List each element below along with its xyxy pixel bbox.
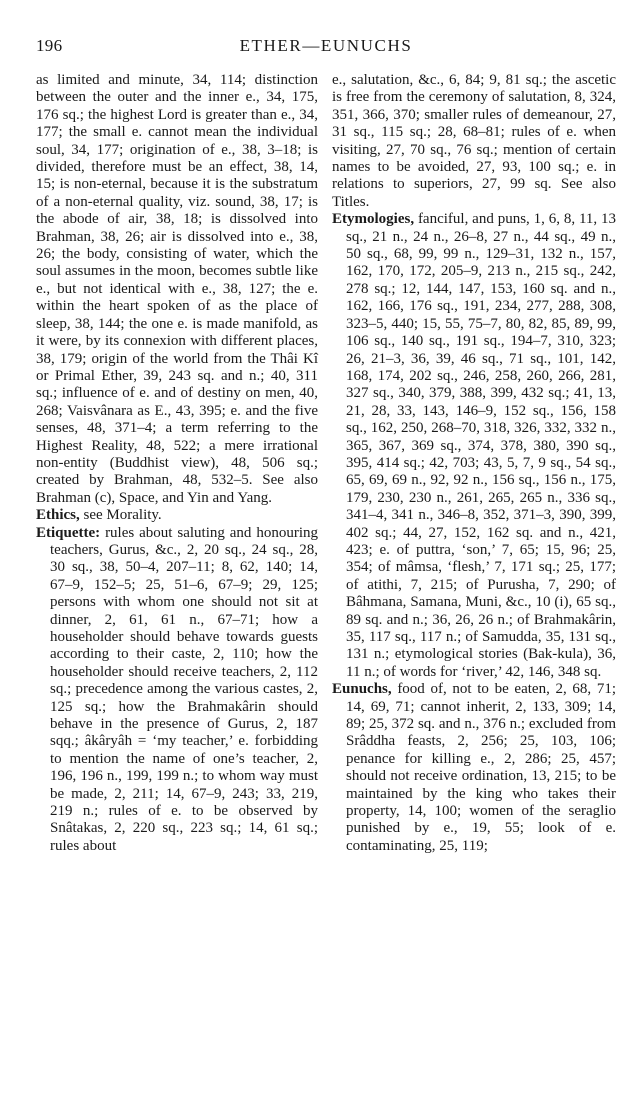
left-column bbox=[36, 72, 318, 855]
etiquette-entry-continuation: e., salutation, &c., 6, 84; 9, 81 sq.; the ascetic is free from the ceremony of salutation, 8, 324, 351, 366, 370; smaller rules of demeanour, 27, 31 sq., 115 sq.; 28, 68–81; rules of e. when visiting, 27, 70 sq., 76 sq.; mention of certain names to be avoided, 27, 93, 100 sq.; e. in relations to superiors, 27, 99 sq. See also Titles. bbox=[332, 72, 616, 210]
page-header bbox=[36, 36, 616, 58]
entry-heading-eunuchs: Eunuchs, bbox=[332, 681, 392, 698]
entry-heading-etiquette: Etiquette: bbox=[36, 524, 101, 541]
index-entry-etymologies bbox=[332, 211, 616, 681]
index-entry-eunuchs bbox=[332, 681, 616, 855]
entry-heading-ethics: Ethics, bbox=[36, 507, 80, 524]
entry-body-etiquette: rules about saluting and honouring teachers, Gurus, &c., 2, 20 sq., 24 sq., 28, 30 sq., 38, 50–4, 207–11; 8, 62, 140; 14, 67–9, 152–5; 25, 51–6, 67–9; 29, 125; persons with whom one should not sit at dinner, 2, 61, 61 n., 67–71; how a householder should behave towards guests according to their caste, 2, 110; how the householder should receive teachers, 2, 112 sq.; precedence among the various castes, 2, 125 sq.; how the Brahmakârin should behave in the presence of Gurus, 2, 187 sqq.; âkâryâh = ‘my teacher,’ e. forbidding to mention the name of one’s teacher, 2, 196, 196 n., 199, 199 n.; to whom way must be made, 2, 211; 14, 67–9, 243; 33, 219, 219 n.; rules of e. to be observed by Snâtakas, 2, 220 sq., 223 sq.; 14, 61 sq.; rules about bbox=[50, 524, 318, 854]
page-number: 196 bbox=[36, 36, 63, 55]
index-entry-ethics bbox=[36, 507, 318, 524]
running-head: ETHER—EUNUCHS bbox=[239, 36, 413, 55]
ether-entry-continuation: as limited and minute, 34, 114; distinction between the outer and the inner e., 34, 175, 176 sq.; the highest Lord is greater than e., 34, 177; the small e. cannot mean the individual soul, 34, 177; origination of e., 38, 3–18; is divided, therefore must be an effect, 38, 14, 15; is non-eternal, because it is the substratum of a non-eternal quality, viz. sound, 38, 17; is the abode of air, 38, 18; is dissolved into Brahman, 38, 26; air is dissolved into e., 38, 26; the body, consisting of water, which the soul assumes in the moon, becomes subtle like e., but not identical with e., 38, 127; the e. within the heart spoken of as the place of sleep, 38, 144; the one e. is made manifold, as it were, by its connexion with different places, 38, 179; origin of the world from the Thâi Kî or Primal Ether, 39, 243 sq. and n.; 40, 311 sq.; influence of e. and of destiny on men, 40, 268; Vaisvânara as E., 43, 395; e. and the five senses, 48, 371–4; a term referring to the Highest Reality, 48, 522; a mere irrational non-entity (Buddhist view), 48, 506 sq.; created by Brahman, 48, 532–5. See also Brahman (c), Space, and Yin and Yang. bbox=[36, 72, 318, 506]
entry-body-ethics: see Morality. bbox=[83, 507, 162, 524]
entry-heading-etymologies: Etymologies, bbox=[332, 211, 415, 228]
right-column bbox=[332, 72, 616, 855]
entry-body-etymologies: fanciful, and puns, 1, 6, 8, 11, 13 sq., 21 n., 24 n., 26–8, 27 n., 44 sq., 49 n., 50 sq., 68, 99, 99 n., 129–31, 132 n., 157, 162, 170, 172, 205–9, 213 n., 215 sq., 242, 278 sq.; 12, 144, 147, 153, 160 sq. and n., 162, 166, 176 sq., 191, 234, 277, 288, 308, 323–5, 440; 15, 55, 75–7, 80, 82, 85, 89, 99, 106 sq., 140 sq., 191 sq., 194–7, 310, 323; 26, 21–3, 36, 39, 46 sq., 71 sq., 101, 142, 168, 174, 202 sq., 246, 258, 260, 266, 281, 327 sq., 340, 379, 388, 399, 432 sq.; 41, 13, 21, 28, 33, 143, 146–9, 152 sq., 156, 158 sq., 162, 250, 268–70, 318, 326, 332, 332 n., 365, 367, 369 sq., 374, 378, 380, 390 sq., 395, 414 sq.; 42, 703; 43, 5, 7, 9 sq., 54 sq., 65, 69, 69 n., 92, 92 n., 156 sq., 156 n., 175, 179, 230, 230 n., 261, 265, 265 n., 336 sq., 341–4, 341 n., 346–8, 352, 371–3, 390, 399, 402 sq.; 44, 27, 152, 162 sq. and n., 421, 423; e. of puttra, ‘son,’ 7, 65; 15, 96; 25, 354; of mâmsa, ‘flesh,’ 7, 171 sq.; 25, 177; of atithi, 7, 215; of Purusha, 7, 290; of Bâhmana, Samana, Muni, &c., 10 (i), 65 sq., 89 sq. and n.; 36, 26, 26 n.; of Brahmakârin, 35, 117 sq., 117 n.; of Samudda, 35, 131 sq., 131 n.; etymological stories (Bak-kula), 36, 11 n.; of words for ‘river,’ 42, 146, 348 sq. bbox=[346, 211, 616, 680]
entry-body-eunuchs: food of, not to be eaten, 2, 68, 71; 14, 69, 71; cannot inherit, 2, 133, 309; 14, 89; 25, 372 sq. and n., 376 n.; excluded from Srâddha feasts, 2, 256; 25, 103, 106; penance for killing e., 2, 286; 25, 457; should not receive ordination, 13, 215; to be maintained by the king who takes their property, 14, 100; women of the seraglio punished by e., 19, 55; look of e. contaminating, 25, 119; bbox=[346, 681, 617, 854]
index-entry-etiquette bbox=[36, 525, 318, 856]
